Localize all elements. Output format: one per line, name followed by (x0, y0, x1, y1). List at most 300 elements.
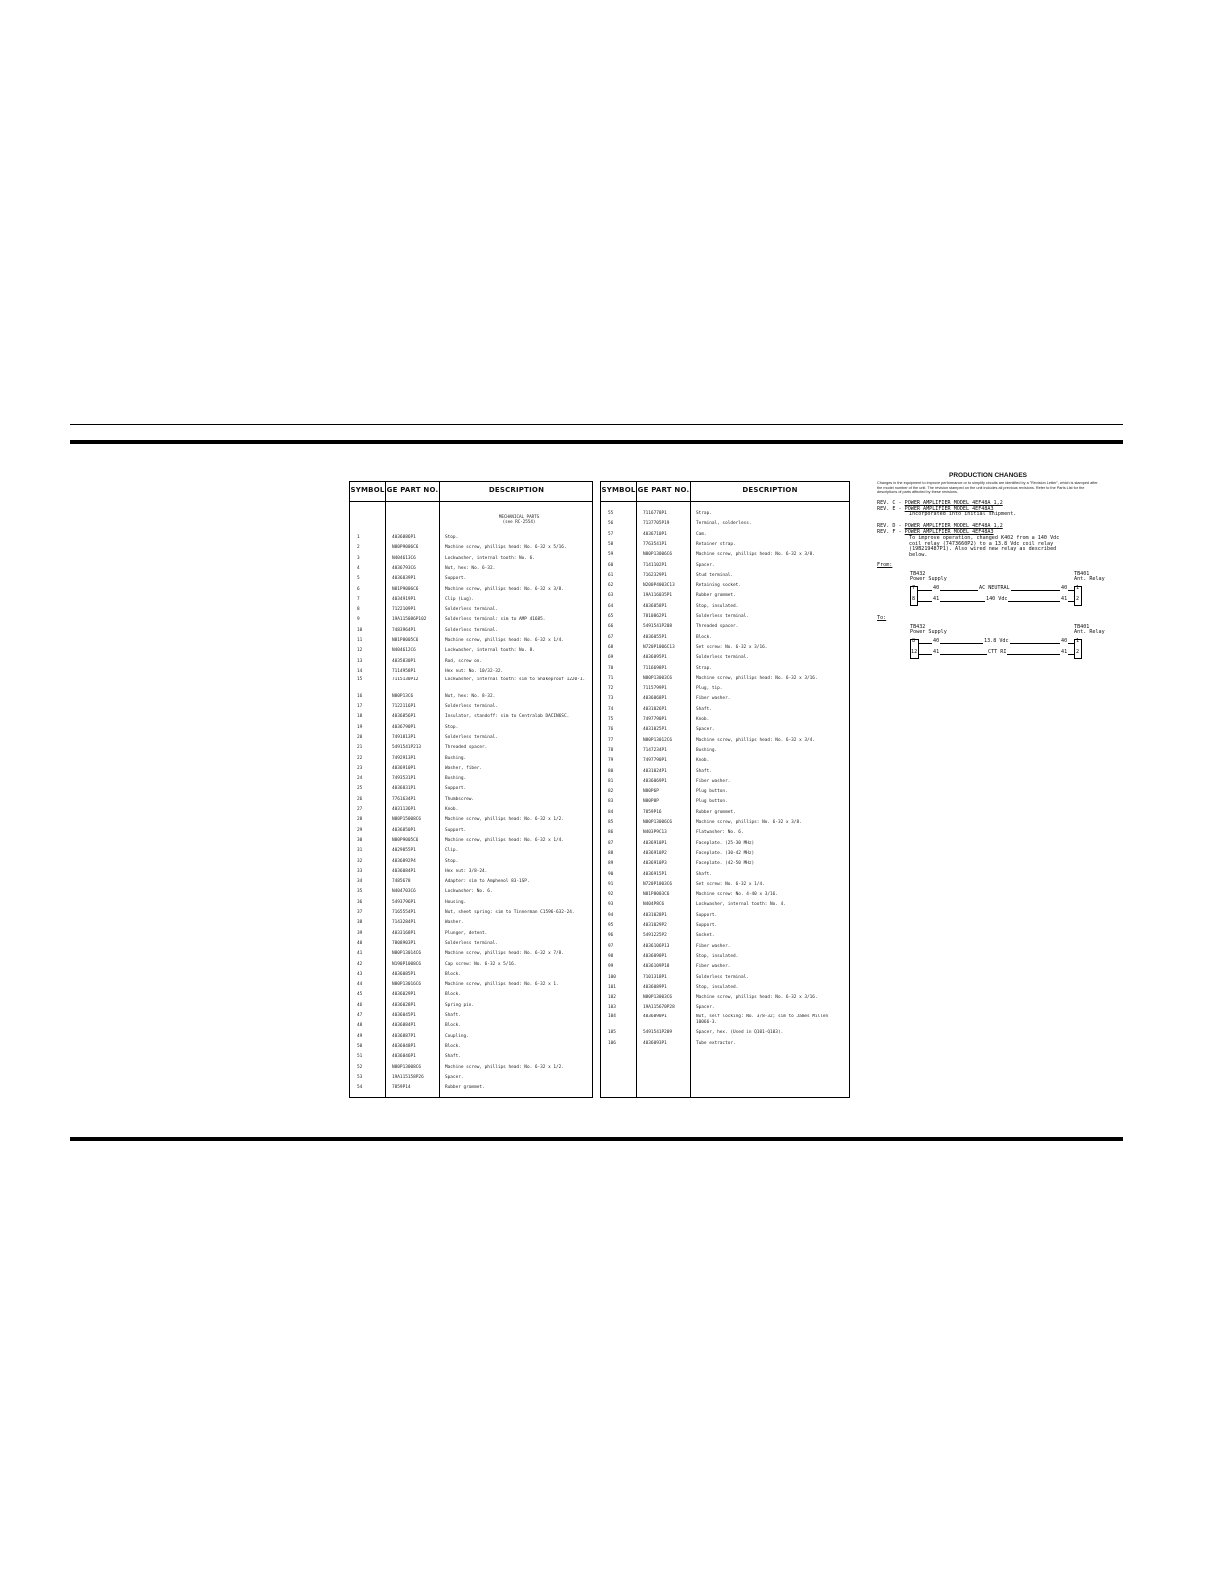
symbol-cell: 3 (357, 555, 360, 561)
description-cell: Shaft. (696, 871, 712, 877)
description-cell: Machine screw, phillips: No. 6-32 x 3/8. (696, 820, 802, 825)
part-number-cell: N200P4003C13 (643, 583, 675, 589)
description-cell: Stop, insulated. (696, 953, 739, 959)
table-row (601, 694, 849, 704)
description-cell: Spacer, hex. (Used in Q101-Q103). (696, 1030, 784, 1036)
table-row (601, 746, 849, 756)
description-cell: Lockwasher, internal tooth: No. 8. (445, 648, 535, 654)
section-title-line1: MECHANICAL PARTS (498, 514, 540, 519)
description-cell: Stop, insulated. (696, 603, 739, 609)
from-r1-label: AC NEUTRAL (979, 584, 1010, 591)
symbol-cell: 41 (357, 951, 363, 957)
symbol-cell: 100 (608, 974, 616, 980)
rev-e-label: REV. E - (877, 505, 902, 512)
symbol-cell: 87 (608, 840, 614, 846)
part-number-cell: N404612C6 (392, 648, 416, 654)
symbol-cell: 17 (357, 704, 363, 709)
symbol-cell: 51 (357, 1054, 363, 1060)
description-cell: Solderless terminal. (445, 627, 498, 633)
table-row (601, 828, 849, 838)
to-r1-label: 13.8 Vdc (984, 637, 1009, 644)
description-cell: Housing. (445, 899, 467, 905)
part-number-cell: N81P9006C6 (392, 586, 419, 592)
table-row (601, 890, 849, 900)
description-cell: Lockwasher, internal tooth: No. 6. (445, 555, 535, 561)
top-thick-rule (70, 440, 1123, 444)
table-row (350, 784, 592, 794)
symbol-cell: 99 (608, 964, 614, 970)
part-number-cell: 4036089P1 (643, 984, 667, 990)
table-row (601, 911, 849, 921)
table-row (350, 970, 592, 980)
table-row (350, 887, 592, 897)
production-changes-intro: Changes in the equipment to improve performance or to simplify circuits are identified by a "Revision Letter", which is stamped after the model number of the unit. The revision stamped on the unit includes all previous revisions. Refer to the Parts List for the descriptions of parts affected by these revisions. (877, 481, 1098, 495)
to-r1-right-wire: 40 (1061, 637, 1068, 644)
description-cell: Set screw: No. 6-32 x 3/16. (696, 644, 768, 650)
part-number-cell: 7116698P1 (643, 665, 667, 671)
table-row (601, 612, 849, 622)
part-number-cell: 7497790P1 (643, 758, 667, 764)
rev-c-model: POWER AMPLIFIER MODEL 4EF48A 1,2 (904, 499, 1003, 506)
description-cell: Faceplate. (30-42 MHz) (696, 850, 755, 856)
to-r2-right-wire: 41 (1061, 648, 1068, 655)
production-changes (877, 472, 1105, 659)
description-cell: Solderless terminal. (445, 607, 498, 613)
table-row (601, 643, 849, 653)
part-number-cell: 4036887P1 (392, 1033, 416, 1039)
symbol-cell: 43 (357, 971, 363, 977)
symbol-cell: 27 (357, 807, 363, 812)
symbol-cell: 60 (608, 562, 614, 568)
from-r1-left-terminal: 7 (912, 584, 916, 591)
part-number-cell: 4036856P1 (392, 714, 416, 720)
table-row (601, 839, 849, 849)
part-number-header: GE PART NO. (637, 486, 690, 494)
table-row (350, 960, 592, 970)
part-number-cell: 4036029P1 (392, 992, 416, 998)
symbol-cell: 38 (357, 920, 363, 926)
symbol-cell: 35 (357, 889, 363, 895)
symbol-cell: 66 (608, 624, 614, 630)
part-number-cell: 4036839P1 (392, 576, 416, 582)
description-cell: Solderless terminal. (445, 704, 498, 709)
part-number-cell: 4036084P1 (392, 868, 416, 874)
symbol-cell: 40 (357, 940, 363, 946)
table-row (601, 900, 849, 910)
symbol-cell: 77 (608, 737, 614, 743)
description-cell: Shaft. (445, 1013, 461, 1018)
to-r1-left-terminal: 8 (912, 637, 916, 644)
table-row (350, 1021, 592, 1031)
symbol-cell: 31 (357, 848, 363, 854)
from-r2-right-terminal: 2 (1076, 595, 1080, 602)
to-left-sub: Power Supply (910, 628, 947, 635)
part-number-cell: 7485678 (392, 879, 411, 885)
symbol-cell: 44 (357, 982, 363, 988)
part-number-cell: N80P13003C6 (643, 995, 673, 1001)
symbol-cell: 50 (357, 1043, 363, 1049)
symbol-cell: 22 (357, 755, 363, 761)
part-number-cell: 7143284P1 (392, 920, 416, 926)
symbol-cell: 5 (357, 576, 360, 582)
description-cell: Stop. (445, 535, 459, 540)
from-left-sub: Power Supply (910, 575, 947, 582)
top-thin-rule (70, 424, 1123, 425)
description-cell: Washer. (445, 920, 464, 926)
part-number-cell: 7761634P1 (392, 796, 416, 802)
table-row (601, 622, 849, 632)
description-cell: Clip (Lug). (445, 596, 475, 602)
description-cell: Knob. (696, 758, 710, 764)
part-number-cell: 4036850P1 (392, 827, 416, 833)
description-cell: Plug button. (696, 789, 728, 795)
part-number-cell: 7859P14 (392, 1085, 411, 1091)
table-row (601, 550, 849, 560)
table-row (350, 857, 592, 867)
part-number-cell: 4036793C6 (392, 565, 416, 571)
table-row (350, 677, 592, 691)
table-row (350, 846, 592, 856)
symbol-cell: 34 (357, 879, 363, 885)
description-cell: Machine screw, phillips head: No. 6-32 x 3/16. (696, 675, 818, 681)
from-r2-right-wire: 41 (1061, 595, 1068, 602)
description-cell: Cam. (696, 531, 707, 537)
part-number-cell: 4036915P1 (643, 871, 667, 877)
table-row (601, 674, 849, 684)
table-row (601, 870, 849, 880)
symbol-cell: 48 (357, 1023, 363, 1029)
description-cell: Machine screw, phillips head: No. 6-32 x 1. (445, 982, 559, 988)
symbol-cell: 18 (357, 714, 363, 720)
part-number-cell: N80P8P (643, 799, 659, 805)
part-number-cell: N80P9005C6 (392, 837, 419, 843)
table-row (601, 1014, 849, 1028)
symbol-cell: 58 (608, 541, 614, 547)
table-row (350, 533, 592, 543)
table-row (350, 723, 592, 733)
symbol-cell: 1 (357, 535, 360, 540)
from-r1-right-wire: 40 (1061, 584, 1068, 591)
header-divider (350, 501, 592, 502)
table-row (601, 509, 849, 519)
description-cell: Washer, fiber. (445, 765, 483, 771)
description-cell: Bushing. (445, 776, 467, 782)
symbol-cell: 32 (357, 858, 363, 864)
description-cell: Shaft. (696, 768, 712, 774)
part-number-cell: 19A116035P1 (643, 593, 673, 599)
part-number-cell: 19A115670P28 (643, 1005, 675, 1011)
description-cell: Rubber grommet. (696, 809, 736, 815)
symbol-cell: 28 (357, 817, 363, 823)
description-cell: Lockwasher, internal tooth: No. 4. (696, 902, 786, 908)
description-cell: Plug button. (696, 799, 728, 805)
description-cell: Support. (445, 786, 467, 792)
description-cell: Block. (696, 634, 712, 640)
part-number-header: GE PART NO. (386, 486, 439, 494)
symbol-cell: 29 (357, 827, 363, 833)
description-cell: Threaded spacer. (696, 624, 739, 630)
part-number-cell: 19A115158P26 (392, 1074, 424, 1080)
from-r2-left-wire: 41 (933, 595, 940, 602)
part-number-cell: 7137705P19 (643, 521, 670, 527)
table-row (350, 646, 592, 656)
symbol-cell: 84 (608, 809, 614, 815)
table-row (350, 692, 592, 702)
part-number-cell: 7122116P1 (392, 704, 416, 709)
part-number-cell: 4036892P4 (392, 858, 416, 864)
table-row (350, 980, 592, 990)
description-cell: Terminal, solderless. (696, 521, 752, 527)
part-number-cell: 4031024P1 (643, 768, 667, 774)
part-number-cell: N404613C6 (392, 555, 416, 561)
description-cell: Lockwasher, internal tooth: sim to Shakeproof 1220-1. (445, 677, 586, 683)
table-row (601, 571, 849, 581)
description-cell: Rubber grommet. (696, 593, 736, 599)
description-cell: Machine screw, phillips head: No. 6-32 x 3/8. (445, 586, 564, 592)
part-number-cell: 7116778P1 (643, 511, 667, 516)
table-row (601, 942, 849, 952)
part-number-cell: 4036068P1 (643, 696, 667, 702)
symbol-cell: 57 (608, 531, 614, 537)
description-cell: Stop. (445, 724, 459, 730)
table-row (350, 1032, 592, 1042)
symbol-cell: 2 (357, 545, 360, 551)
symbol-cell: 88 (608, 850, 614, 856)
symbol-cell: 14 (357, 668, 363, 674)
table-row (601, 849, 849, 859)
table-row (601, 1039, 849, 1049)
part-number-cell: N80P13C6 (392, 693, 414, 699)
symbol-cell: 36 (357, 899, 363, 905)
description-cell: Threaded spacer. (445, 745, 488, 751)
symbol-cell: 102 (608, 995, 616, 1001)
table-row (601, 581, 849, 591)
part-number-cell: 19A115086P102 (392, 617, 427, 623)
table-row (350, 1011, 592, 1021)
symbol-cell: 78 (608, 747, 614, 753)
symbol-cell: 47 (357, 1013, 363, 1018)
table-row (350, 712, 592, 722)
symbol-cell: 65 (608, 614, 614, 619)
part-number-cell: N81P8003C6 (643, 892, 670, 898)
description-cell: Fiber washer. (696, 943, 731, 949)
part-number-cell: N80P13006C6 (643, 552, 673, 558)
description-cell: Block. (445, 1043, 461, 1049)
symbol-header: SYMBOL (601, 486, 636, 494)
part-number-cell: N80P9006C6 (392, 545, 419, 551)
part-number-cell: 7493531P1 (392, 776, 416, 782)
header-divider (601, 501, 849, 502)
table-row (601, 952, 849, 962)
to-r1-left-wire: 40 (933, 637, 940, 644)
to-r2-right-terminal: 2 (1076, 648, 1080, 655)
description-cell: Socket. (696, 933, 715, 939)
table-row (601, 530, 849, 540)
table-row (601, 519, 849, 529)
part-number-cell: N80P15008C6 (392, 817, 422, 823)
table-row (350, 764, 592, 774)
description-cell: Plunger, detent. (445, 930, 488, 936)
rev-d-f-text: To improve operation, changed K402 from a 140 Vdc coil relay (7473660P2) to a 13.8 Vdc coil relay (19B219487P1). Also wired new relay as described below. (909, 534, 1060, 559)
symbol-header: SYMBOL (350, 486, 385, 494)
symbol-cell: 26 (357, 796, 363, 802)
description-cell: Clip. (445, 848, 459, 854)
table-row (601, 736, 849, 746)
part-number-cell: N80P13003C6 (643, 675, 673, 681)
symbol-cell: 82 (608, 789, 614, 795)
table-row (601, 808, 849, 818)
table-row (350, 877, 592, 887)
description-cell: Stud terminal. (696, 572, 734, 578)
table-row (601, 756, 849, 766)
rev-d-f-block (877, 524, 1099, 559)
part-number-cell: 4036095P1 (643, 655, 667, 661)
part-number-cell: 4036884P1 (392, 1023, 416, 1029)
part-number-cell: N80P13012C6 (643, 737, 673, 743)
from-label: From: (877, 561, 893, 568)
rev-c-label: REV. C - (877, 499, 902, 506)
part-number-cell: N190P1008C6 (392, 961, 422, 967)
part-number-cell: 7101318P1 (643, 974, 667, 980)
table-row (350, 898, 592, 908)
table-row (601, 664, 849, 674)
description-cell: Retainer strap. (696, 541, 736, 547)
symbol-cell: 106 (608, 1040, 616, 1046)
part-number-cell: 7115130P12 (392, 677, 419, 683)
symbol-cell: 33 (357, 868, 363, 874)
description-cell: Coupling. (445, 1033, 469, 1039)
symbol-cell: 39 (357, 930, 363, 936)
part-number-cell: 4036090P1 (643, 1013, 667, 1019)
part-number-cell: 4036106P13 (643, 943, 670, 949)
part-number-cell: 4036710P1 (643, 531, 667, 537)
symbol-cell: 94 (608, 912, 614, 918)
part-number-cell: N404703C6 (392, 889, 416, 895)
part-number-cell: 7141102P1 (643, 562, 667, 568)
part-number-cell: N720P1003C6 (643, 881, 673, 887)
symbol-cell: 23 (357, 765, 363, 771)
symbol-cell: 42 (357, 961, 363, 967)
to-r2-left-terminal: 12 (911, 648, 918, 655)
to-right-block: TB401 (1074, 623, 1090, 630)
table-row (350, 636, 592, 646)
to-label: To: (877, 614, 887, 621)
table-row (350, 1073, 592, 1083)
part-number-cell: 4036831P1 (392, 786, 416, 792)
symbol-cell: 72 (608, 686, 614, 692)
symbol-cell: 79 (608, 758, 614, 764)
table-row (601, 880, 849, 890)
section-title (445, 514, 593, 524)
description-cell: Machine screw, phillips head: No. 6-32 x 3/4. (696, 737, 815, 743)
part-number-cell: 7165554P1 (392, 910, 416, 915)
symbol-cell: 49 (357, 1033, 363, 1039)
symbol-cell: 95 (608, 923, 614, 928)
table-row (601, 921, 849, 931)
to-r2-left-wire: 41 (933, 648, 940, 655)
symbol-cell: 61 (608, 572, 614, 578)
from-left-block: TB432 (910, 570, 926, 577)
description-cell: Knob. (696, 717, 710, 722)
table-row (601, 725, 849, 735)
description-cell: Solderless terminal. (696, 655, 749, 661)
symbol-cell: 10 (357, 627, 363, 633)
symbol-cell: 67 (608, 634, 614, 640)
table-row (601, 993, 849, 1003)
table-row (350, 743, 592, 753)
symbol-cell: 45 (357, 992, 363, 998)
description-cell: Machine screw, phillips head: No. 6-32 x 1/4. (445, 638, 564, 643)
symbol-cell: 74 (608, 706, 614, 712)
symbol-cell: 16 (357, 693, 363, 699)
table-row (601, 931, 849, 941)
table-row (601, 684, 849, 694)
part-number-cell: N81P8005C6 (392, 638, 419, 643)
description-cell: Machine screw: No. 4-40 x 3/16. (696, 892, 778, 898)
part-number-cell: 4036090P1 (643, 953, 667, 959)
description-cell: Solderless terminal. (445, 940, 498, 946)
part-number-cell: N80P6P (643, 789, 659, 795)
table-row (601, 777, 849, 787)
description-cell: Machine screw, phillips head: No. 6-32 x 1/2. (445, 817, 564, 823)
description-cell: Solderless terminal. (696, 974, 749, 980)
part-number-cell: 4036058P1 (643, 603, 667, 609)
symbol-cell: 20 (357, 734, 363, 740)
description-cell: Nut, hex: No. 6-32. (445, 565, 496, 571)
description-cell: Bushing. (696, 747, 718, 753)
description-cell: Set screw: No. 6-32 x 1/4. (696, 881, 765, 887)
part-number-cell: 4036910P3 (643, 861, 667, 867)
part-number-cell: N80P13014C6 (392, 951, 422, 957)
from-right-block: TB401 (1074, 570, 1090, 577)
part-number-cell: 4036085P1 (392, 971, 416, 977)
part-number-cell: 4036055P1 (643, 634, 667, 640)
part-number-cell: 4036910P1 (643, 840, 667, 846)
description-cell: Adapter: sim to Amphenol 83-1SP. (445, 879, 530, 885)
part-number-cell: 4031025P1 (643, 727, 667, 733)
symbol-cell: 98 (608, 953, 614, 959)
description-cell: Retaining socket. (696, 583, 741, 589)
symbol-cell: 104 (608, 1013, 616, 1019)
description-cell: Stop. (445, 858, 459, 864)
table-row (601, 973, 849, 983)
table-row (350, 774, 592, 784)
rev-d-model: POWER AMPLIFIER MODEL 4EF48A 1,2 (904, 523, 1003, 530)
table-row (350, 990, 592, 1000)
from-r1-right-terminal: 1 (1076, 584, 1080, 591)
to-wiring-diagram (877, 623, 1105, 659)
table-row (601, 653, 849, 663)
symbol-cell: 6 (357, 586, 360, 592)
description-cell: Hex nut: No. 10/32-32. (445, 668, 504, 674)
part-number-cell: N80P13016C6 (392, 982, 422, 988)
description-cell: Plug, tip. (696, 686, 723, 692)
part-number-cell: 4036028P1 (392, 1002, 416, 1008)
table-row (350, 564, 592, 574)
table-row (350, 657, 592, 667)
rev-d-label: REV. D - (877, 523, 902, 530)
description-cell: Hex nut: 3/8-24. (445, 868, 488, 874)
symbol-cell: 21 (357, 745, 363, 751)
table-row (350, 805, 592, 815)
table-row (350, 733, 592, 743)
part-number-cell: 4033168P1 (392, 930, 416, 936)
symbol-cell: 68 (608, 644, 614, 650)
description-cell: Fiber washer. (696, 964, 731, 970)
description-cell: Rod, screw on. (445, 658, 483, 664)
symbol-cell: 70 (608, 665, 614, 671)
description-cell: Block. (445, 971, 461, 977)
